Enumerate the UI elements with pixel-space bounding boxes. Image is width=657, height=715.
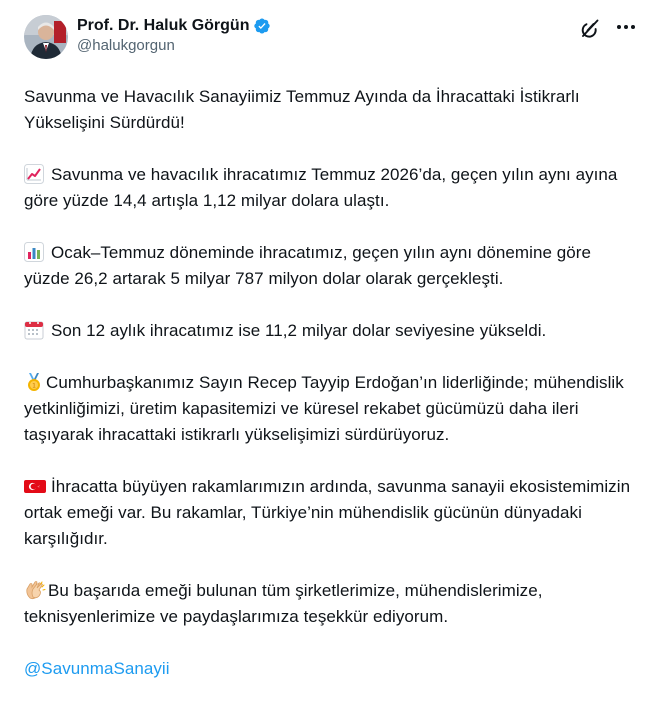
more-options-icon[interactable] [615, 15, 637, 39]
author-handle[interactable]: @halukgorgun [77, 37, 175, 54]
paragraph-jan-jul-export [24, 240, 635, 292]
author-name[interactable]: Prof. Dr. Haluk Görgün [77, 17, 250, 34]
paragraph-thanks [24, 578, 635, 630]
tweet-header [24, 14, 635, 62]
paragraph-12-month-export [24, 318, 635, 344]
paragraph-text: Son 12 aylık ihracatımız ise 11,2 milyar dolar seviyesine yükseldi. [51, 321, 547, 340]
paragraph-text: Savunma ve Havacılık Sanayiimiz Temmuz Ayında da İhracattaki İstikrarlı Yükselişini Sürdürdü! [24, 87, 580, 132]
medal-icon [24, 372, 44, 392]
verified-badge-icon[interactable] [253, 17, 271, 35]
svg-text:1: 1 [32, 382, 36, 390]
paragraph-mention [24, 656, 635, 682]
paragraph-ecosystem [24, 474, 635, 552]
paragraph-text: Bu başarıda emeği bulunan tüm şirketlerimize, mühendislerimize, teknisyenlerimize ve paydaşlarımıza teşekkür ediyorum. [24, 581, 543, 626]
calendar-icon [24, 320, 44, 340]
avatar[interactable] [24, 15, 68, 59]
clapping-hands-icon [24, 580, 44, 600]
paragraph-text: İhracatta büyüyen rakamlarımızın ardında, savunma sanayii ekosistemimizin ortak emeği var. Bu rakamlar, Türkiye’nin mühendislik gücünün dünyadaki karşılığıdır. [24, 477, 631, 548]
turkey-flag-icon [24, 476, 44, 496]
grok-icon[interactable] [578, 16, 602, 40]
paragraph-headline [24, 84, 635, 136]
author-name-row [77, 17, 271, 35]
paragraph-text: Cumhurbaşkanımız Sayın Recep Tayyip Erdoğan’ın liderliğinde; mühendislik yetkinliğimizi, üretim kapasitemizi ve küresel rekabet gücümüzü daha ileri taşıyarak ihracattaki istikrarlı yükselişimizi sürdürüyoruz. [24, 373, 624, 444]
chart-increasing-icon [24, 164, 44, 184]
author-info [77, 14, 271, 54]
paragraph-leadership [24, 370, 635, 448]
paragraph-text: Ocak–Temmuz döneminde ihracatımız, geçen yılın aynı dönemine göre yüzde 26,2 artarak 5 milyar 787 milyon dolar olarak gerçekleşti. [24, 243, 591, 288]
paragraph-monthly-export [24, 162, 635, 214]
bar-chart-icon [24, 242, 44, 262]
mention-link[interactable]: @SavunmaSanayii [24, 659, 170, 678]
tweet-text [24, 84, 635, 682]
paragraph-text: Savunma ve havacılık ihracatımız Temmuz 2026’da, geçen yılın aynı ayına göre yüzde 14,4 artışla 1,12 milyar dolara ulaştı. [24, 165, 618, 210]
